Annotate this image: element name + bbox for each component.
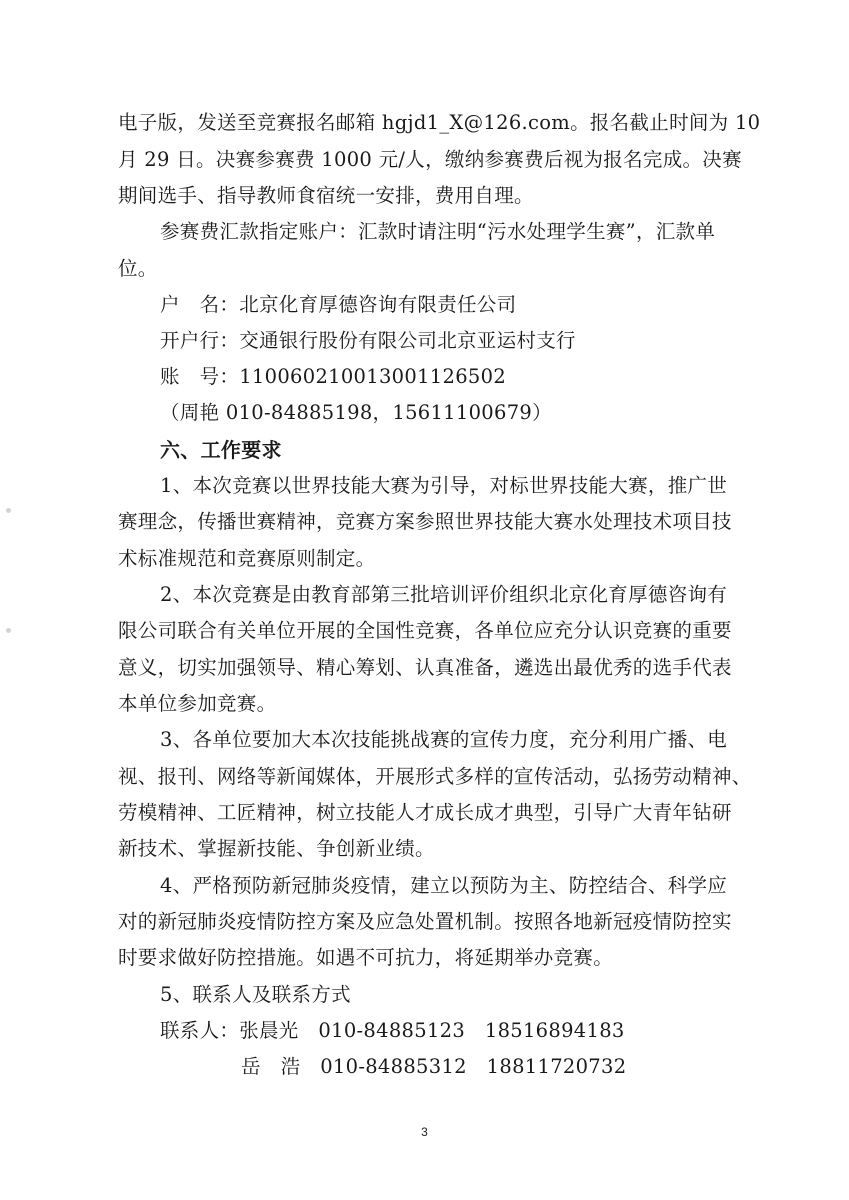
- text-line: 新技术、掌握新技能、争创新业绩。: [118, 837, 435, 860]
- text-line: 2、本次竞赛是由教育部第三批培训评价组织北京化育厚德咨询有: [160, 583, 728, 606]
- text-line: 本单位参加竞赛。: [118, 692, 277, 715]
- text-line: 期间选手、指导教师食宿统一安排，费用自理。: [118, 184, 534, 207]
- binding-hole-mark: [6, 508, 11, 513]
- text-line: 参赛费汇款指定账户：汇款时请注明“污水处理学生赛”，汇款单: [160, 220, 716, 243]
- text-line: 位。: [118, 257, 158, 280]
- text-line: 赛理念，传播世赛精神，竞赛方案参照世界技能大赛水处理技术项目技: [118, 510, 732, 533]
- section-heading: 六、工作要求: [160, 438, 282, 462]
- text-line: 4、严格预防新冠肺炎疫情，建立以预防为主、防控结合、科学应: [160, 874, 728, 897]
- account-name-line: 户 名：北京化育厚德咨询有限责任公司: [160, 293, 517, 316]
- text-line: 意义，切实加强领导、精心筹划、认真准备，遴选出最优秀的选手代表: [118, 656, 732, 679]
- bank-line: 开户行：交通银行股份有限公司北京亚运村支行: [160, 329, 576, 352]
- account-number-line: 账 号：110060210013001126502: [160, 365, 507, 388]
- text-line: 视、报刊、网络等新闻媒体，开展形式多样的宣传活动，弘扬劳动精神、: [118, 765, 752, 788]
- item-heading: 5、联系人及联系方式: [160, 983, 351, 1006]
- text-line: 电子版，发送至竞赛报名邮箱 hgjd1_X@126.com。报名截止时间为 10: [118, 111, 761, 134]
- text-line: 1、本次竞赛以世界技能大赛为引导，对标世界技能大赛，推广世: [160, 474, 728, 497]
- binding-hole-mark: [6, 628, 11, 633]
- contact-note-line: （周艳 010-84885198，15611100679）: [160, 401, 552, 424]
- text-line: 3、各单位要加大本次技能挑战赛的宣传力度，充分利用广播、电: [160, 728, 728, 751]
- text-line: 限公司联合有关单位开展的全国性竞赛，各单位应充分认识竞赛的重要: [118, 619, 732, 642]
- contact-line: 岳 浩 010-84885312 18811720732: [241, 1055, 627, 1078]
- text-line: 时要求做好防控措施。如遇不可抗力，将延期举办竞赛。: [118, 946, 614, 969]
- text-line: 月 29 日。决赛参赛费 1000 元/人，缴纳参赛费后视为报名完成。决赛: [118, 148, 742, 171]
- text-line: 术标准规范和竞赛原则制定。: [118, 547, 376, 570]
- text-line: 劳模精神、工匠精神，树立技能人才成长成才典型，引导广大青年钻研: [118, 801, 732, 824]
- text-line: 对的新冠肺炎疫情防控方案及应急处置机制。按照各地新冠疫情防控实: [118, 910, 732, 933]
- contact-line: 联系人：张晨光 010-84885123 18516894183: [160, 1019, 625, 1042]
- page-number: 3: [421, 1125, 428, 1139]
